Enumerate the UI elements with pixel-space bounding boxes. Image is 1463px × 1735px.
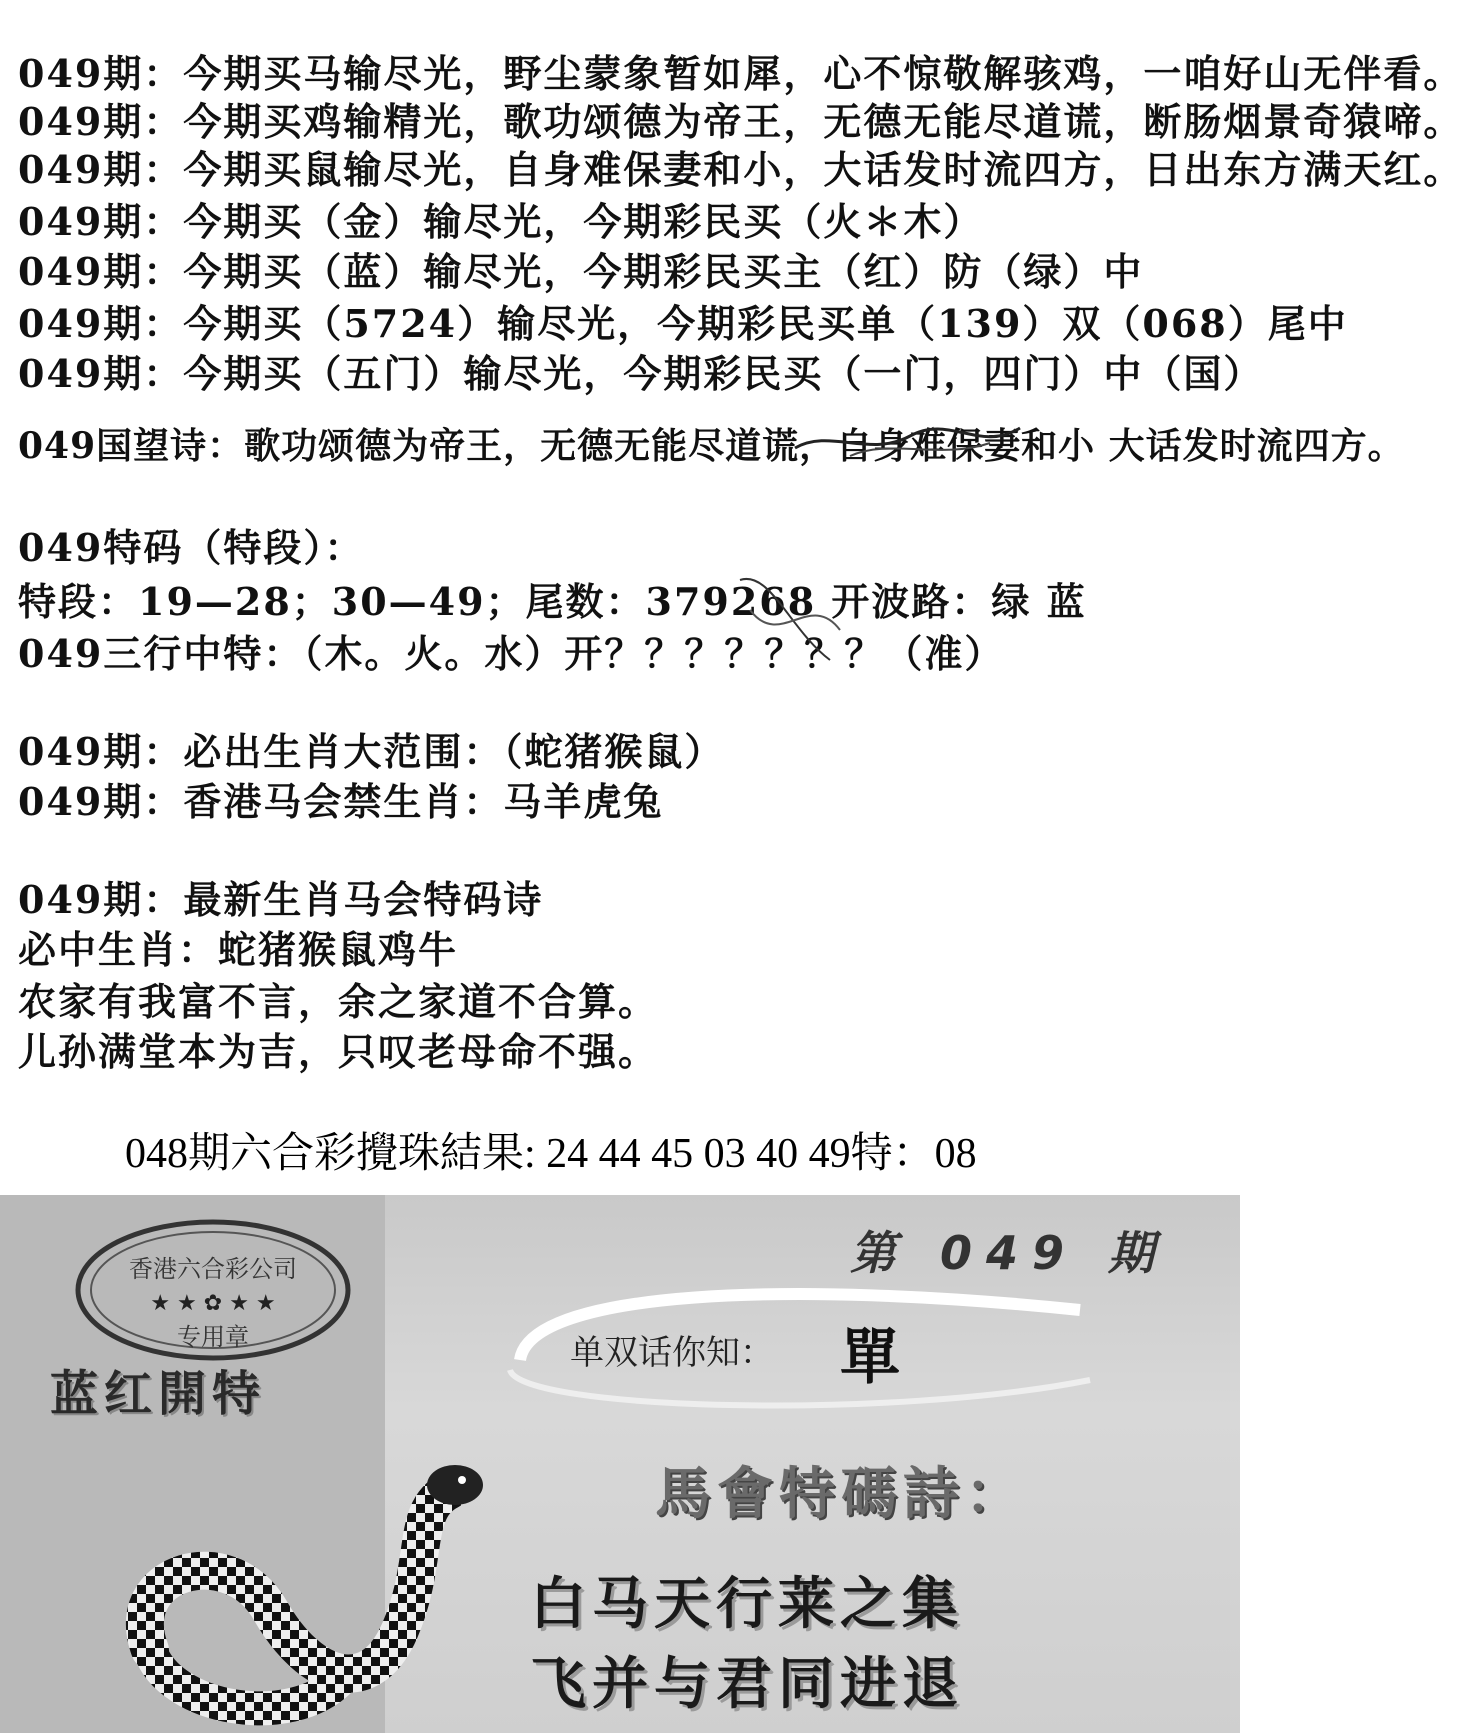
poem-title: 049期：最新生肖马会特码诗 (18, 877, 544, 922)
issue-line-5: 049期：今期买（蓝）输尽光，今期彩民买主（红）防（绿）中 (18, 249, 1144, 294)
banner-poem-line-2: 飞并与君同进退 (530, 1652, 964, 1717)
poem-line-1: 农家有我富不言，余之家道不合算。 (18, 979, 659, 1024)
odd-even-answer: 單 (840, 1323, 900, 1393)
banner-poem-line-1: 白马天行莱之集 (530, 1572, 964, 1637)
issue-line-7: 049期：今期买（五门）输尽光，今期彩民买（一门，四门）中（国） (18, 351, 1264, 396)
issue-line-2: 049期：今期买鸡输精光，歌功颂德为帝王，无德无能尽道谎，断肠烟景奇猿啼。 (18, 99, 1463, 144)
issue-line-1: 049期：今期买马输尽光，野尘蒙象暂如犀，心不惊敬解骇鸡，一咱好山无伴看。 (18, 51, 1463, 96)
snake-illustration (110, 1450, 510, 1735)
bottom-banner (0, 1195, 1240, 1733)
poem-must-zodiac: 必中生肖：蛇猪猴鼠鸡牛 (18, 927, 459, 972)
scribble-mark (790, 418, 1025, 462)
issue-line-4: 049期：今期买（金）输尽光，今期彩民买（火＊木） (18, 199, 984, 244)
zodiac-banned: 049期：香港马会禁生肖：马羊虎兔 (18, 779, 664, 824)
company-seal (68, 1215, 358, 1365)
tema-header: 049特码（特段）： (18, 525, 365, 570)
tema-three-rows: 049三行中特：（木。火。水）开？？？？？？？（准） (18, 631, 1005, 676)
banner-issue: 第 049 期 (850, 1226, 1169, 1280)
odd-even-label: 单双话你知： (570, 1333, 774, 1373)
seal-stars: ★ ★ ✿ ★ ★ (150, 1291, 276, 1316)
scribble-mark-2 (730, 570, 850, 670)
country-poem-line: 049国望诗：歌功颂德为帝王，无德无能尽道谎，自身难保妻和小 大话发时流四方。 (18, 425, 1405, 467)
issue-line-6: 049期：今期买（5724）输尽光，今期彩民买单（139）双（068）尾中 (18, 301, 1348, 346)
seal-sub: 专用章 (177, 1323, 249, 1351)
draw-result: 048期六合彩攪珠結果: 24 44 45 03 40 49特：08 (125, 1131, 977, 1177)
issue-line-3: 049期：今期买鼠输尽光，自身难保妻和小，大话发时流四方，日出东方满天红。 (18, 147, 1463, 192)
blue-red-label: 蓝红開特 (50, 1366, 267, 1422)
banner-poem-title: 馬會特碼詩： (655, 1462, 1027, 1527)
tema-segment: 特段：19—28；30—49；尾数：379268 开波路：绿 蓝 (18, 579, 1087, 624)
poem-line-2: 儿孙满堂本为吉，只叹老母命不强。 (18, 1029, 659, 1074)
zodiac-must: 049期：必出生肖大范围：（蛇猪猴鼠） (18, 729, 725, 774)
seal-text: 香港六合彩公司 (129, 1255, 297, 1283)
